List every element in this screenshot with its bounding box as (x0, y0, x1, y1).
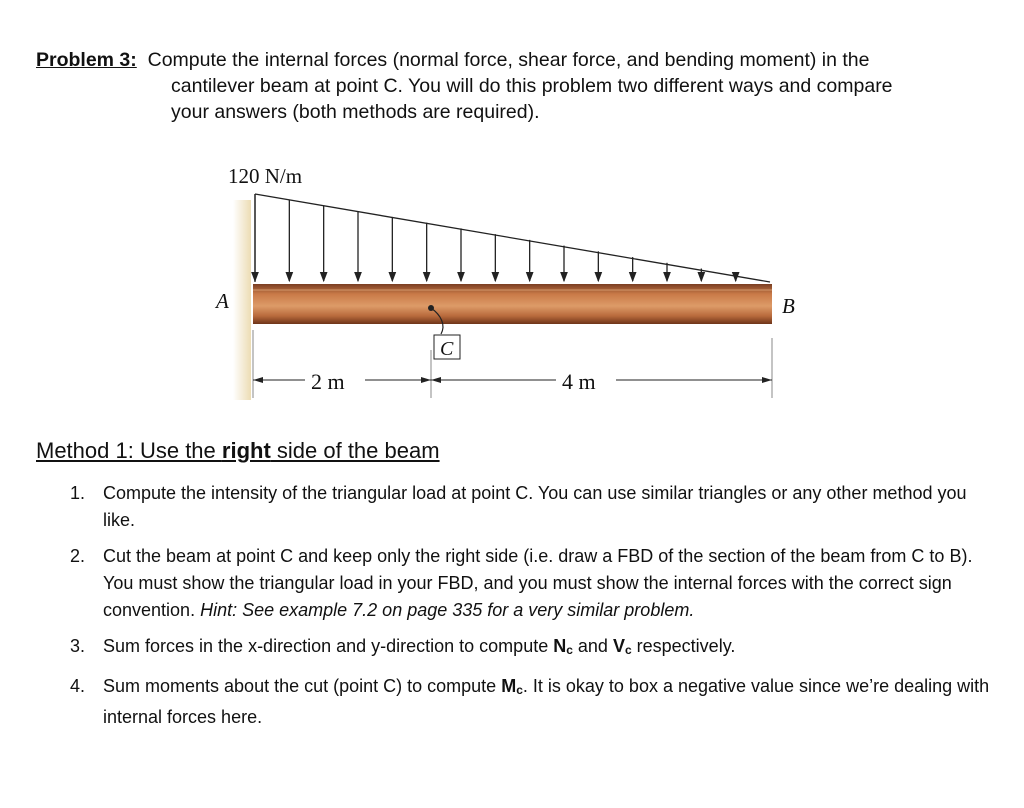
step-3-number: 3. (70, 636, 86, 656)
step-3-and: and (572, 636, 613, 656)
moment-subscript: c (516, 683, 523, 697)
point-a-label: A (216, 289, 229, 313)
shear-force-subscript: c (624, 643, 632, 657)
load-intensity-label: 120 N/m (228, 164, 303, 188)
step-2-number: 2. (70, 546, 86, 566)
dim-label-4m: 4 m (562, 369, 596, 394)
step-1 (70, 480, 1000, 534)
method-heading-suffix: side of the beam (270, 438, 440, 463)
distributed-load-arrows (255, 194, 736, 281)
problem-text-line-1: Compute the internal forces (normal force, shear force, and bending moment) in the (147, 49, 870, 71)
moment-symbol: M (501, 676, 517, 696)
normal-force-subscript: c (566, 643, 573, 657)
step-2-hint: Hint: See example 7.2 on page 335 for a very similar problem. (200, 600, 695, 620)
problem-label: Problem 3: (36, 49, 137, 71)
load-distribution-line (255, 194, 770, 282)
normal-force-symbol: N (553, 636, 567, 656)
point-b-label: B (782, 294, 795, 318)
method-1-heading (36, 438, 440, 464)
step-3-text: Sum forces in the x-direction and y-direction to compute (103, 636, 554, 656)
step-4-suffix: . It is okay to box a negative value since we’re dealing with internal forces here. (103, 676, 990, 727)
point-c-label: C (440, 338, 454, 360)
step-3 (70, 633, 1000, 664)
step-2 (70, 543, 1000, 624)
step-2-text: Cut the beam at point C and keep only the right side (i.e. draw a FBD of the section of the beam from C to B). You must show the triangular load in your FBD, and you must show the internal forces with the correct sign convention. (103, 546, 973, 620)
method-1-steps (70, 480, 1000, 740)
step-3-suffix: respectively. (631, 636, 736, 656)
step-4 (70, 673, 1000, 731)
problem-text-line-3: your answers (both methods are required). (171, 101, 540, 123)
step-1-text: Compute the intensity of the triangular load at point C. You can use similar triangles or any other method you like. (103, 483, 967, 530)
method-heading-bold: right (221, 438, 271, 463)
step-1-number: 1. (70, 483, 86, 503)
dim-label-2m: 2 m (311, 369, 345, 394)
step-4-text: Sum moments about the cut (point C) to compute (103, 676, 502, 696)
step-4-number: 4. (70, 676, 86, 696)
fixed-wall-support (233, 200, 251, 400)
method-heading-prefix: Method 1: Use the (36, 438, 222, 463)
problem-text-line-2: cantilever beam at point C. You will do this problem two different ways and compare (171, 75, 893, 97)
shear-force-symbol: V (612, 636, 625, 656)
